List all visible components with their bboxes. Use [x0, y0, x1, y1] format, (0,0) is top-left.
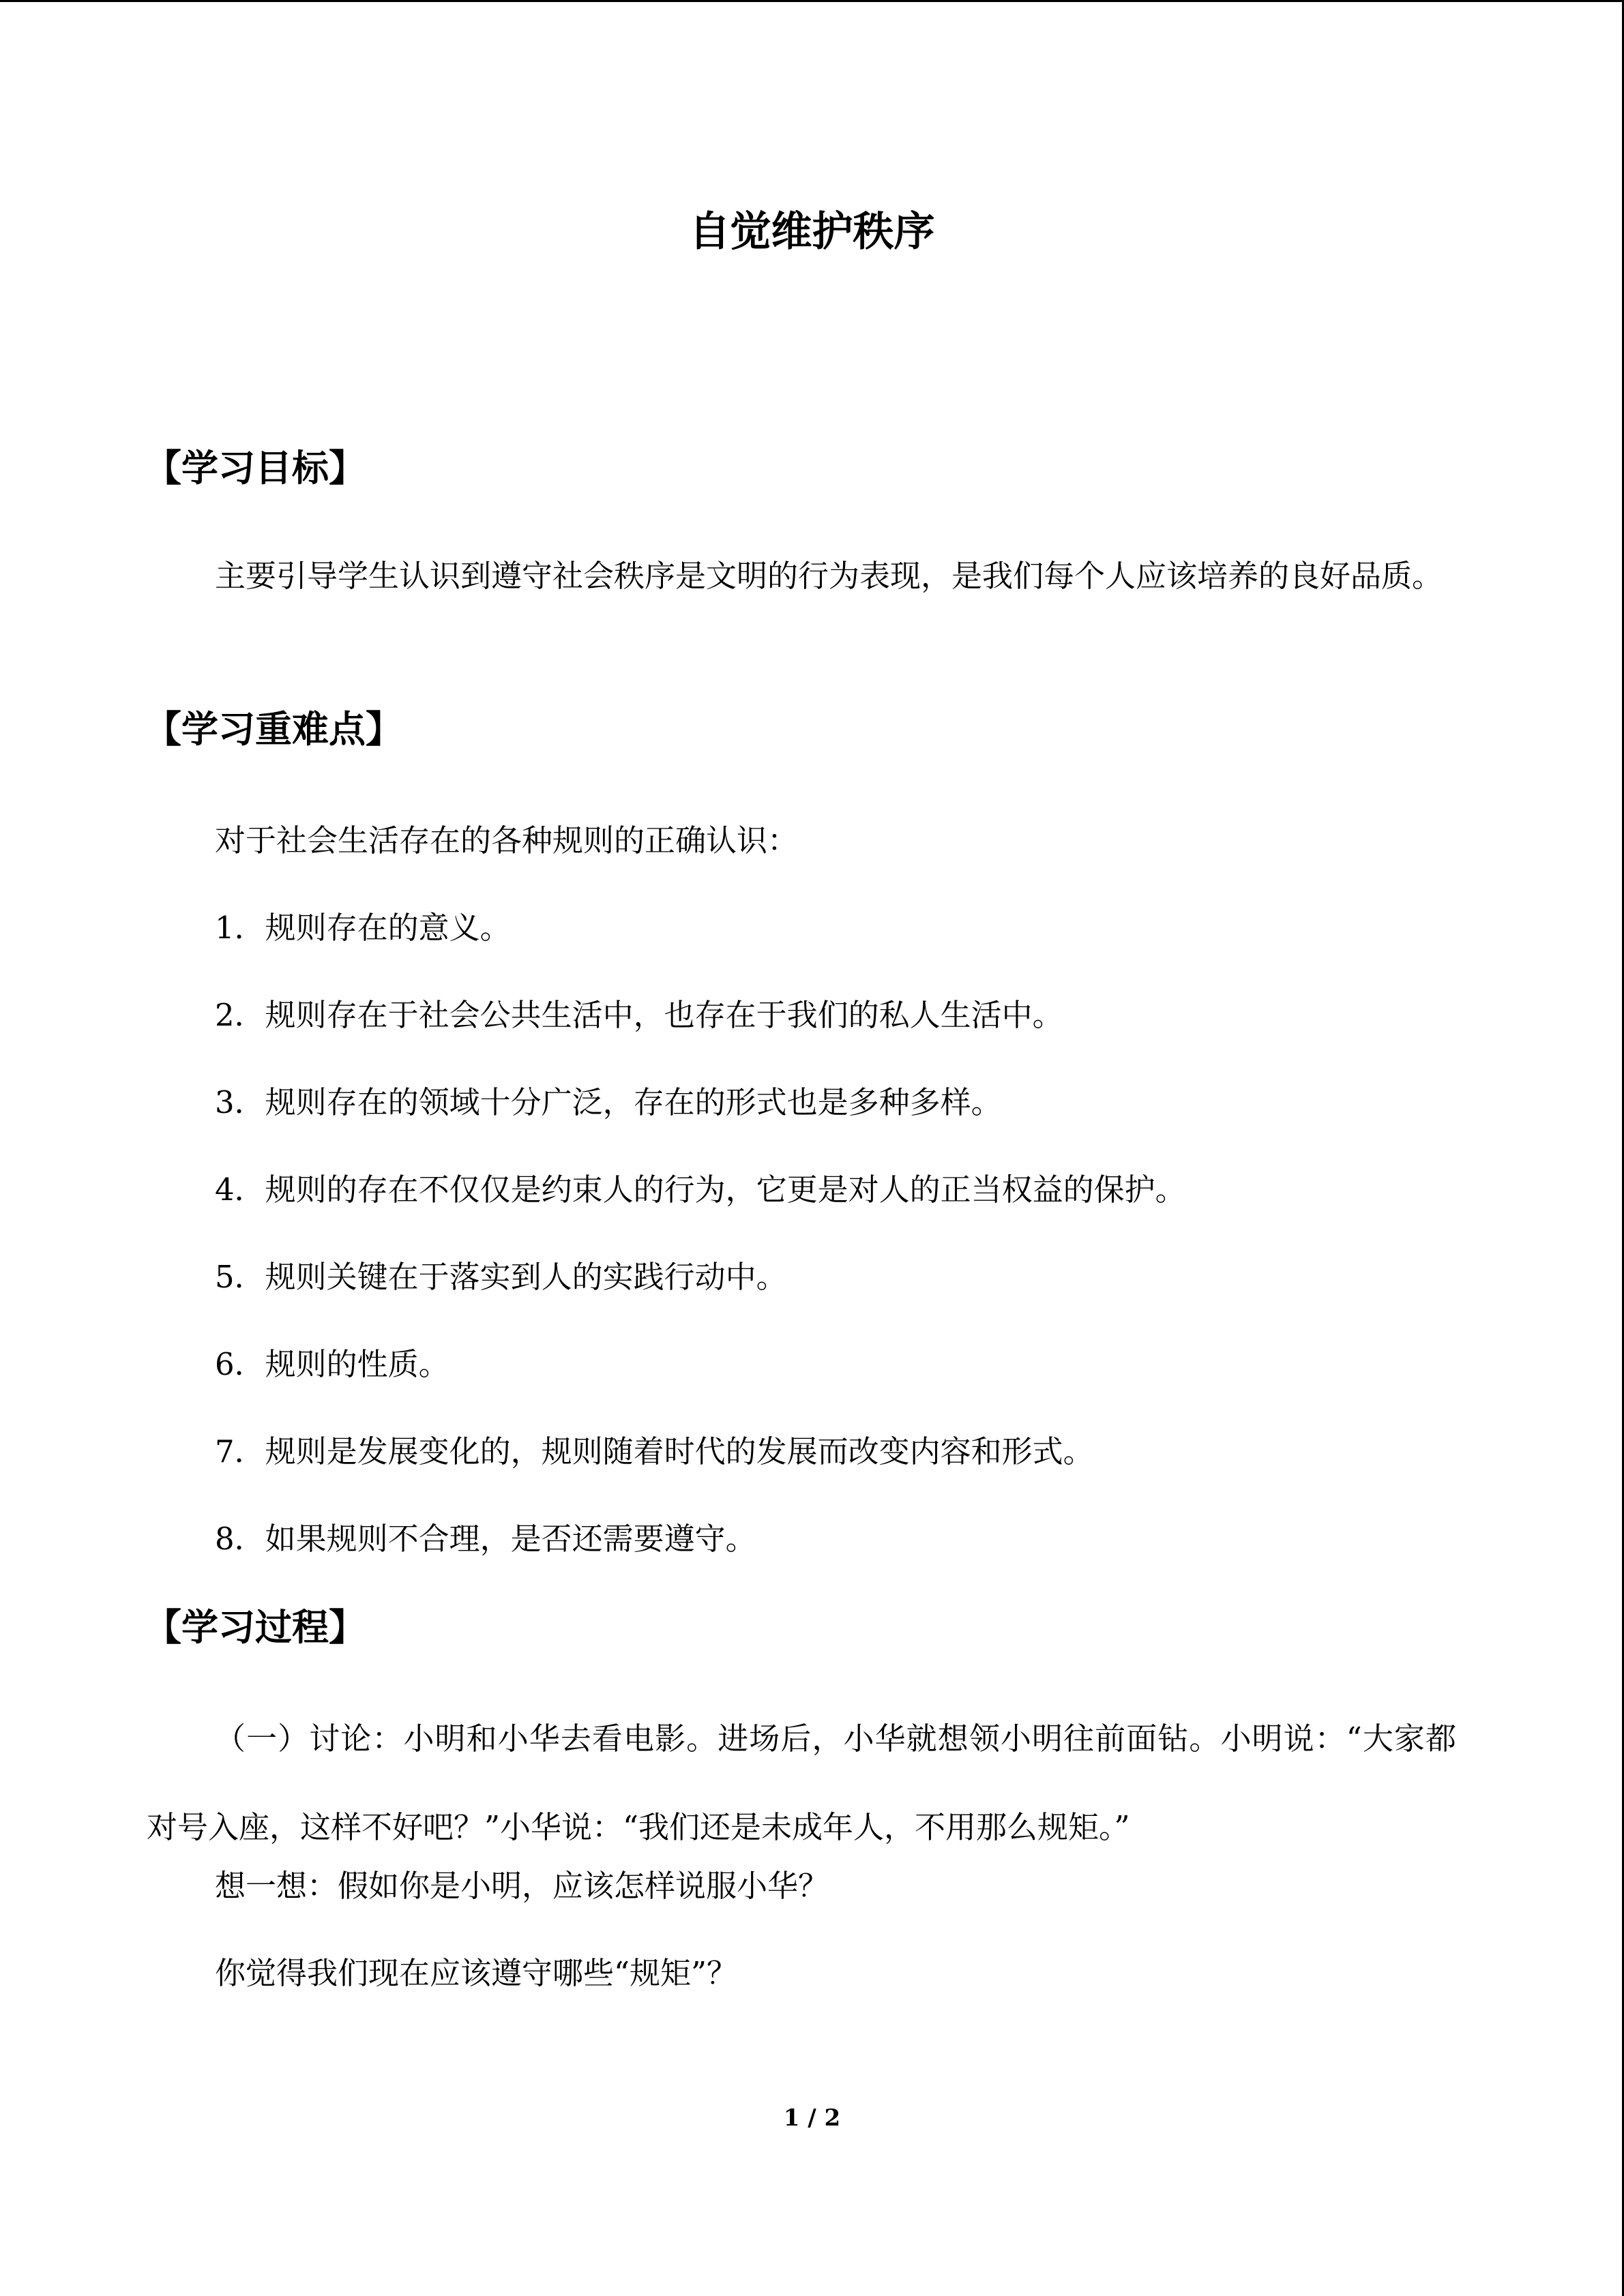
section-heading-goal: 【学习目标】 — [145, 447, 366, 490]
section-heading-key-points: 【学习重难点】 — [145, 708, 402, 751]
process-question: 你觉得我们现在应该遵守哪些“规矩”？ — [215, 1955, 738, 1991]
section-heading-process: 【学习过程】 — [145, 1606, 366, 1649]
process-discussion-paragraph: （一）讨论：小明和小华去看电影。进场后，小华就想领小明往前面钻。小明说：“大家都对号入座，这样不好吧？”小华说：“我们还是未成年人，不用那么规矩。” — [147, 1720, 1456, 1845]
key-point-item: 5．规则关键在于落实到人的实践行动中。 — [215, 1259, 787, 1295]
key-point-item: 3．规则存在的领域十分广泛，存在的形式也是多种多样。 — [215, 1084, 1002, 1120]
page-border-top — [0, 0, 1624, 2]
key-point-item: 2．规则存在于社会公共生活中，也存在于我们的私人生活中。 — [215, 997, 1063, 1033]
key-point-item: 6．规则的性质。 — [215, 1346, 449, 1382]
page-number: 1 / 2 — [783, 2104, 841, 2132]
key-point-item: 7．规则是发展变化的，规则随着时代的发展而改变内容和形式。 — [215, 1433, 1094, 1470]
key-point-item: 4．规则的存在不仅仅是约束人的行为，它更是对人的正当权益的保护。 — [215, 1172, 1186, 1208]
key-point-item: 1．规则存在的意义。 — [215, 910, 511, 946]
key-points-intro: 对于社会生活存在的各种规则的正确认识： — [215, 822, 799, 859]
process-question: 想一想：假如你是小明，应该怎样说服小华？ — [215, 1868, 829, 1904]
goal-paragraph: 主要引导学生认识到遵守社会秩序是文明的行为表现，是我们每个人应该培养的良好品质。 — [215, 558, 1443, 594]
key-point-item: 8．如果规则不合理，是否还需要遵守。 — [215, 1521, 756, 1557]
document-title: 自觉维护秩序 — [689, 208, 935, 256]
